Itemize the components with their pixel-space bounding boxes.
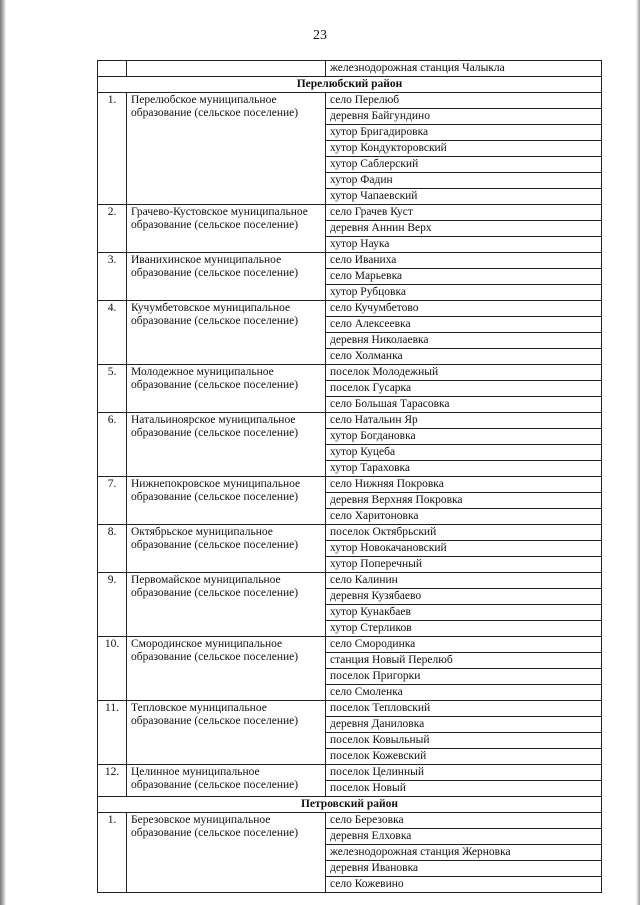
municipality-name: Грачево-Кустовское муниципальное образование (сельское поселение)	[127, 205, 326, 253]
row-number: 8.	[98, 525, 127, 573]
district-name: Петровский район	[98, 797, 602, 813]
settlement-name: хутор Кондукторовский	[326, 141, 602, 157]
settlement-name: хутор Богдановка	[326, 429, 602, 445]
settlement-name: деревня Ивановка	[326, 861, 602, 877]
municipality-name: Березовское муниципальное образование (сельское поселение)	[127, 813, 326, 893]
settlements-table	[97, 60, 602, 893]
settlement-name: деревня Даниловка	[326, 717, 602, 733]
municipality-name: Целинное муниципальное образование (сельское поселение)	[127, 765, 326, 797]
row-number: 12.	[98, 765, 127, 797]
municipality-name: Перелюбское муниципальное образование (сельское поселение)	[127, 93, 326, 205]
settlement-name: село Большая Тарасовка	[326, 397, 602, 413]
settlement-name: деревня Николаевка	[326, 333, 602, 349]
table-row	[98, 765, 602, 781]
settlement-name: село Грачев Куст	[326, 205, 602, 221]
settlement-name: село Смоленка	[326, 685, 602, 701]
settlement-name: деревня Елховка	[326, 829, 602, 845]
municipality-name: Иванихинское муниципальное образование (сельское поселение)	[127, 253, 326, 301]
district-header-row	[98, 77, 602, 93]
municipality-name: Первомайское муниципальное образование (сельское поселение)	[127, 573, 326, 637]
settlement-name: поселок Целинный	[326, 765, 602, 781]
settlement-name: село Алексеевка	[326, 317, 602, 333]
settlement-name: хутор Новокачановский	[326, 541, 602, 557]
settlement-name: хутор Наука	[326, 237, 602, 253]
municipality-name: Натальиноярское муниципальное образование (сельское поселение)	[127, 413, 326, 477]
table-row	[98, 573, 602, 589]
settlement-name: село Марьевка	[326, 269, 602, 285]
settlement-name: деревня Кузябаево	[326, 589, 602, 605]
municipality-name: Смородинское муниципальное образование (сельское поселение)	[127, 637, 326, 701]
table-row	[98, 701, 602, 717]
settlement-name: поселок Кожевский	[326, 749, 602, 765]
row-number: 2.	[98, 205, 127, 253]
settlement-name: поселок Молодежный	[326, 365, 602, 381]
row-number: 3.	[98, 253, 127, 301]
settlement-name: село Кожевино	[326, 877, 602, 893]
settlement-name: деревня Байгундино	[326, 109, 602, 125]
scan-edge-left	[0, 0, 6, 905]
page-number: 23	[313, 28, 327, 43]
scan-edge-right	[636, 0, 640, 905]
settlement-name: поселок Пригорки	[326, 669, 602, 685]
table-row	[98, 813, 602, 829]
settlement-name: село Березовка	[326, 813, 602, 829]
municipality-name: Тепловское муниципальное образование (сельское поселение)	[127, 701, 326, 765]
municipality-cell	[127, 61, 326, 77]
settlement-name: поселок Новый	[326, 781, 602, 797]
settlement-name: железнодорожная станция Жерновка	[326, 845, 602, 861]
row-number: 1.	[98, 93, 127, 205]
settlement-name: поселок Октябрьский	[326, 525, 602, 541]
row-number: 5.	[98, 365, 127, 413]
settlement-name: хутор Бригадировка	[326, 125, 602, 141]
row-number: 7.	[98, 477, 127, 525]
table-row	[98, 637, 602, 653]
municipality-name: Нижнепокровское муниципальное образование (сельское поселение)	[127, 477, 326, 525]
row-number: 1.	[98, 813, 127, 893]
row-number: 4.	[98, 301, 127, 365]
row-number: 9.	[98, 573, 127, 637]
settlement-name: село Перелюб	[326, 93, 602, 109]
table-row	[98, 253, 602, 269]
settlement-name: хутор Стерликов	[326, 621, 602, 637]
table-row	[98, 413, 602, 429]
table-row	[98, 365, 602, 381]
settlement-name: деревня Аннин Верх	[326, 221, 602, 237]
table-row	[98, 61, 602, 77]
municipality-name: Кучумбетовское муниципальное образование (сельское поселение)	[127, 301, 326, 365]
settlement-name: хутор Рубцовка	[326, 285, 602, 301]
row-number-cell	[98, 61, 127, 77]
settlement-name: деревня Верхняя Покровка	[326, 493, 602, 509]
settlement-name: хутор Кунакбаев	[326, 605, 602, 621]
settlement-name: хутор Саблерский	[326, 157, 602, 173]
settlement-name: село Харитоновка	[326, 509, 602, 525]
row-number: 6.	[98, 413, 127, 477]
district-header-row	[98, 797, 602, 813]
settlement-name: село Смородинка	[326, 637, 602, 653]
settlement-name: село Холманка	[326, 349, 602, 365]
settlement-name: поселок Ковыльный	[326, 733, 602, 749]
district-name: Перелюбский район	[98, 77, 602, 93]
settlement-name: хутор Фадин	[326, 173, 602, 189]
settlement-name: хутор Тараховка	[326, 461, 602, 477]
settlement-name: хутор Куцеба	[326, 445, 602, 461]
settlement-name: станция Новый Перелюб	[326, 653, 602, 669]
municipality-name: Октябрьское муниципальное образование (сельское поселение)	[127, 525, 326, 573]
settlement-cell: железнодорожная станция Чалыкла	[326, 61, 602, 77]
table-row	[98, 205, 602, 221]
settlement-name: село Иваниха	[326, 253, 602, 269]
settlement-name: село Калинин	[326, 573, 602, 589]
table-row	[98, 477, 602, 493]
table-row	[98, 525, 602, 541]
settlement-name: поселок Гусарка	[326, 381, 602, 397]
settlement-name: поселок Тепловский	[326, 701, 602, 717]
row-number: 10.	[98, 637, 127, 701]
settlement-name: хутор Чапаевский	[326, 189, 602, 205]
settlement-name: село Нижняя Покровка	[326, 477, 602, 493]
municipality-name: Молодежное муниципальное образование (сельское поселение)	[127, 365, 326, 413]
row-number: 11.	[98, 701, 127, 765]
settlement-name: село Кучумбетово	[326, 301, 602, 317]
table-row	[98, 93, 602, 109]
table-row	[98, 301, 602, 317]
settlement-name: село Натальин Яр	[326, 413, 602, 429]
settlement-name: хутор Поперечный	[326, 557, 602, 573]
